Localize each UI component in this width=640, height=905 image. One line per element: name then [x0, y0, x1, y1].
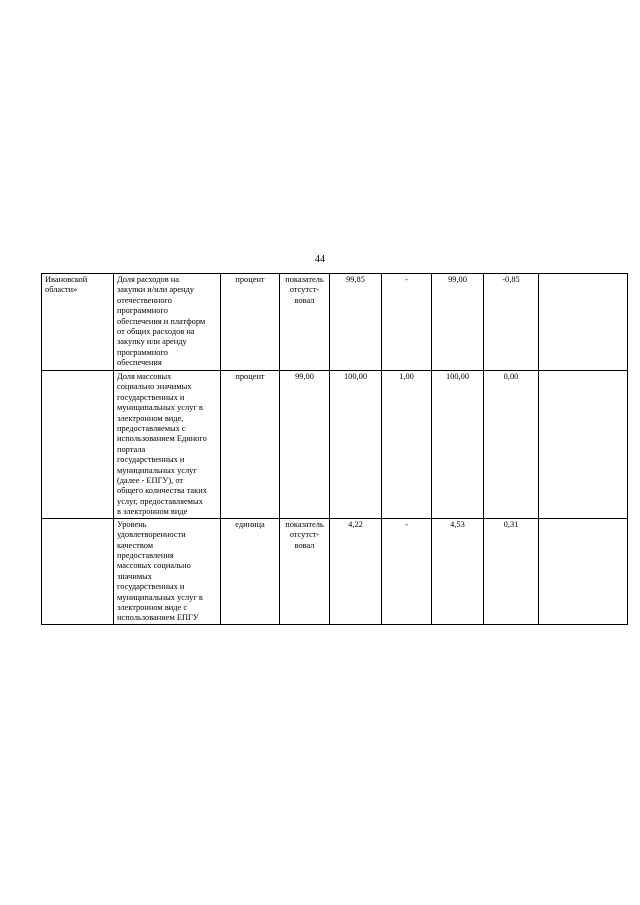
value-cell: 1,00: [382, 371, 432, 519]
page-number: 44: [315, 254, 325, 265]
deviation-cell: 0,00: [484, 371, 539, 519]
indicators-table: [41, 273, 628, 625]
deviation-cell: 0,31: [484, 518, 539, 624]
indicator-cell: Уровень удовлетворенности качеством предоставления массовых социально значимых государственных и муниципальных услуг в электронном виде с использованием ЕПГУ: [114, 518, 221, 624]
note-cell: [539, 518, 628, 624]
table-row: [42, 518, 628, 624]
region-cell: [42, 371, 114, 519]
region-cell: Ивановской области»: [42, 274, 114, 371]
value-cell: 99,00: [432, 274, 484, 371]
unit-cell: процент: [221, 274, 280, 371]
value-cell: 4,53: [432, 518, 484, 624]
unit-cell: процент: [221, 371, 280, 519]
base-value-cell: 99,00: [280, 371, 330, 519]
value-cell: -: [382, 518, 432, 624]
value-cell: 4,22: [330, 518, 382, 624]
base-value-cell: показатель отсутст- вовал: [280, 518, 330, 624]
value-cell: 100,00: [330, 371, 382, 519]
table-row: [42, 274, 628, 371]
region-cell: [42, 518, 114, 624]
value-cell: 99,85: [330, 274, 382, 371]
deviation-cell: -0,85: [484, 274, 539, 371]
base-value-cell: показатель отсутст- вовал: [280, 274, 330, 371]
value-cell: -: [382, 274, 432, 371]
note-cell: [539, 371, 628, 519]
note-cell: [539, 274, 628, 371]
unit-cell: единица: [221, 518, 280, 624]
table-row: [42, 371, 628, 519]
indicator-cell: Доля расходов на закупки и/или аренду отечественного программного обеспечения и платформ от общих расходов на закупку или аренду программного обеспечения: [114, 274, 221, 371]
value-cell: 100,00: [432, 371, 484, 519]
indicator-cell: Доля массовых социально значимых государственных и муниципальных услуг в электронном виде, предоставляемых с использованием Единого портала государственных и муниципальных услуг (далее - ЕПГУ), от общего количества таких услуг, предоставляемых в электронном виде: [114, 371, 221, 519]
